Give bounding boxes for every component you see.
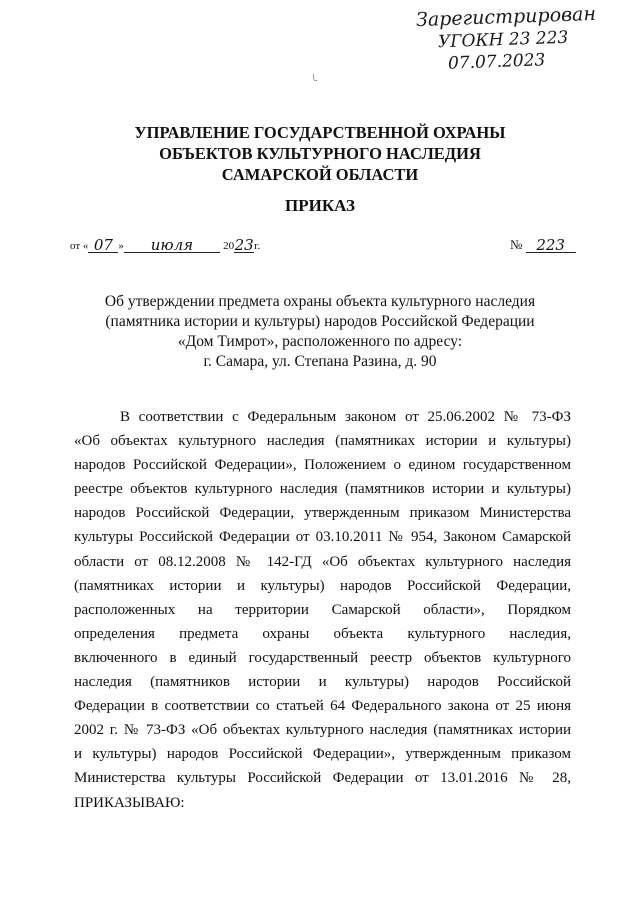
order-title: ПРИКАЗ bbox=[285, 196, 355, 215]
date-mid: » bbox=[118, 240, 124, 252]
number-label: № bbox=[510, 237, 523, 252]
body-line: и культуры) народов Российской Федерации», утвержденным приказом bbox=[74, 746, 571, 763]
body-line: наследия (памятников истории и культуры) народов Российской bbox=[74, 674, 571, 691]
body-line: 2002 г. № 73-ФЗ «Об объектах культурного наследия (памятниках истории bbox=[74, 722, 571, 739]
registration-stamp-line3: 07.07.2023 bbox=[447, 50, 546, 74]
date-prefix: от « bbox=[70, 240, 89, 252]
order-number bbox=[510, 236, 576, 253]
agency-header-line2: ОБЪЕКТОВ КУЛЬТУРНОГО НАСЛЕДИЯ bbox=[159, 144, 481, 163]
subject-line1: Об утверждении предмета охраны объекта культурного наследия bbox=[104, 293, 536, 310]
body-line: определения предмета охраны объекта культурного наследия, bbox=[74, 625, 571, 642]
date-month: июля bbox=[124, 236, 220, 253]
number-value: 223 bbox=[526, 236, 576, 253]
body-line: расположенных на территории Самарской области», Порядком bbox=[74, 601, 571, 618]
body-line: включенного в единый государственный реестр объектов культурного bbox=[74, 649, 571, 666]
order-subject bbox=[80, 292, 560, 372]
agency-header-line1: УПРАВЛЕНИЕ ГОСУДАРСТВЕННОЙ ОХРАНЫ bbox=[134, 123, 506, 142]
handwritten-mark: \. bbox=[312, 72, 318, 84]
body-line: Министерства культуры Российской Федерации от 13.01.2016 № 28, bbox=[74, 770, 571, 787]
body-line: области от 08.12.2008 № 142-ГД «Об объектах культурного наследия bbox=[74, 553, 571, 570]
body-line: В соответствии с Федеральным законом от 25.06.2002 № 73-ФЗ bbox=[120, 409, 571, 425]
body-line: (памятниках истории и культуры) народов Российской Федерации, bbox=[74, 577, 571, 594]
subject-line3: «Дом Тимрот», расположенного по адресу: bbox=[177, 333, 463, 350]
body-line-command: ПРИКАЗЫВАЮ: bbox=[74, 794, 185, 811]
date-day: 07 bbox=[88, 236, 118, 253]
agency-header bbox=[0, 122, 640, 185]
registration-stamp-line2: УГОКН 23 223 bbox=[437, 27, 569, 53]
date-suffix: г. bbox=[254, 240, 261, 252]
registration-stamp-line1: Зарегистрирован bbox=[415, 2, 597, 32]
body-line: реестре объектов культурного наследия (памятников истории и культуры) bbox=[74, 481, 571, 498]
subject-line4: г. Самара, ул. Степана Разина, д. 90 bbox=[203, 353, 437, 370]
subject-line2: (памятника истории и культуры) народов Российской Федерации bbox=[105, 313, 535, 330]
body-line: культуры Российской Федерации от 03.10.2011 № 954, Законом Самарской bbox=[74, 529, 571, 546]
order-date bbox=[70, 236, 260, 253]
order-body bbox=[74, 405, 571, 815]
date-year-prefix: 20 bbox=[223, 240, 235, 252]
body-line: народов Российской Федерации, утвержденным приказом Министерства bbox=[74, 505, 571, 522]
body-line: «Об объектах культурного наследия (памятниках истории и культуры) bbox=[74, 433, 571, 450]
agency-header-line3: САМАРСКОЙ ОБЛАСТИ bbox=[221, 165, 419, 184]
date-year: 23 bbox=[234, 236, 254, 254]
body-line: Федерации в соответствии со статьей 64 Федерального закона от 25 июня bbox=[74, 698, 571, 715]
body-line: народов Российской Федерации», Положением о едином государственном bbox=[74, 457, 571, 474]
